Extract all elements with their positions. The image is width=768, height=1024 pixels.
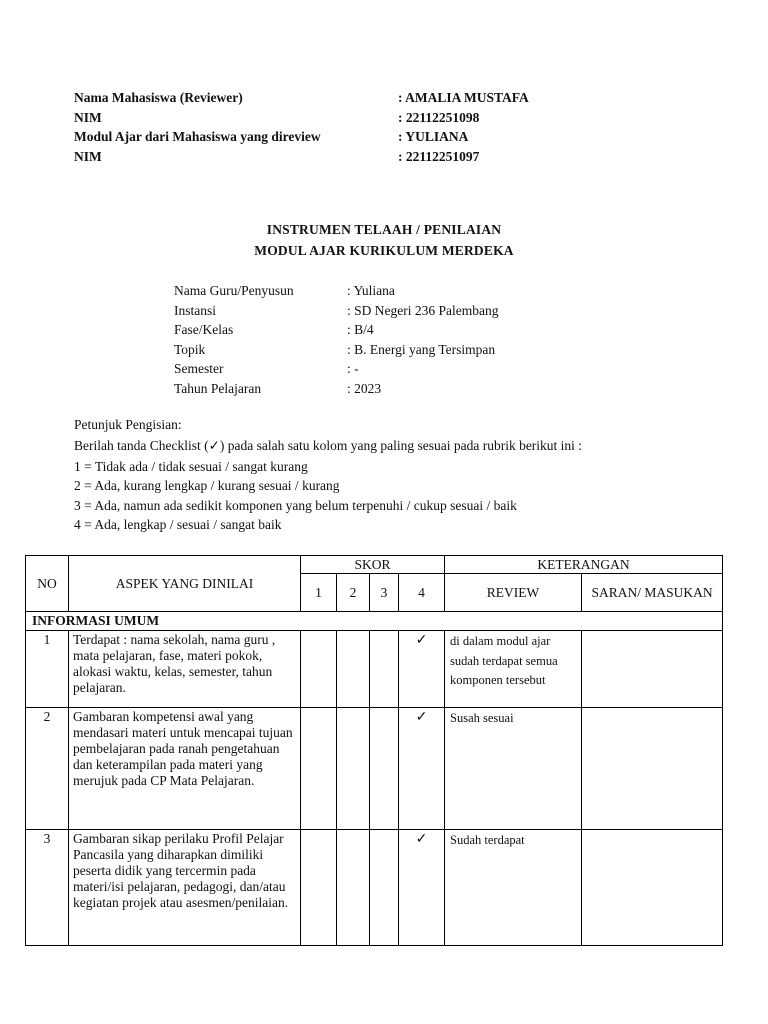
reviewer-name-label: Nama Mahasiswa (Reviewer) xyxy=(74,90,243,105)
score-cell-2[interactable] xyxy=(337,631,370,708)
document-title: INSTRUMEN TELAAH / PENILAIAN xyxy=(266,222,502,237)
header-row xyxy=(26,556,723,574)
scale-item-3: 3 = Ada, namun ada sedikit komponen yang belum terpenuhi / cukup sesuai / baik xyxy=(74,497,517,513)
scale-item-4: 4 = Ada, lengkap / sesuai / sangat baik xyxy=(74,517,282,532)
instructions xyxy=(74,415,582,535)
header-score-3: 3 xyxy=(370,574,399,612)
row-saran xyxy=(582,708,723,830)
score-cell-2[interactable] xyxy=(337,830,370,946)
reviewee-nim-label: NIM xyxy=(74,148,102,164)
score-cell-4[interactable]: ✓ xyxy=(399,631,445,708)
reviewer-nim-row xyxy=(74,108,529,128)
identity-label: Fase/Kelas xyxy=(174,322,234,337)
identity-value: : 2023 xyxy=(347,380,382,396)
score-cell-1[interactable] xyxy=(301,708,337,830)
identity-row xyxy=(174,379,498,399)
reviewer-name-value: : AMALIA MUSTAFA xyxy=(398,90,529,105)
header-review: REVIEW xyxy=(445,574,582,612)
reviewer-nim-value: : 22112251098 xyxy=(398,109,480,125)
module-identity xyxy=(174,281,498,398)
reviewee-name-label: Modul Ajar dari Mahasiswa yang direview xyxy=(74,129,321,144)
score-cell-3[interactable] xyxy=(370,830,399,946)
header-keterangan: KETERANGAN xyxy=(445,556,723,574)
reviewee-nim-value: : 22112251097 xyxy=(398,148,480,164)
identity-value: : B/4 xyxy=(347,322,374,337)
header-score-1: 1 xyxy=(301,574,337,612)
header-saran: SARAN/ MASUKAN xyxy=(582,574,723,612)
row-review: Susah sesuai xyxy=(445,708,582,830)
reviewee-nim-row xyxy=(74,147,529,167)
header-aspek: ASPEK YANG DINILAI xyxy=(69,556,301,612)
identity-row xyxy=(174,320,498,340)
header-no: NO xyxy=(26,556,69,612)
row-saran xyxy=(582,830,723,946)
reviewee-name-row xyxy=(74,127,529,147)
rubric-table xyxy=(25,555,723,946)
instructions-intro: Berilah tanda Checklist (✓) pada salah satu kolom yang paling sesuai pada rubrik berikut ini : xyxy=(74,437,583,453)
identity-row xyxy=(174,340,498,360)
score-cell-1[interactable] xyxy=(301,631,337,708)
identity-row xyxy=(174,301,498,321)
score-cell-3[interactable] xyxy=(370,631,399,708)
table-row xyxy=(26,708,723,830)
table-row xyxy=(26,830,723,946)
document-subtitle: MODUL AJAR KURIKULUM MERDEKA xyxy=(254,243,514,258)
identity-label: Nama Guru/Penyusun xyxy=(174,283,294,298)
identity-value: : B. Energi yang Tersimpan xyxy=(347,341,496,357)
row-review: Sudah terdapat xyxy=(445,830,582,946)
row-review: di dalam modul ajar sudah terdapat semua komponen tersebut xyxy=(445,631,582,708)
instructions-heading: Petunjuk Pengisian: xyxy=(74,417,182,432)
identity-value: : - xyxy=(347,361,359,376)
header-skor: SKOR xyxy=(301,556,445,574)
row-number: 1 xyxy=(26,631,69,708)
reviewer-info xyxy=(74,88,529,166)
reviewer-nim-label: NIM xyxy=(74,109,102,125)
row-aspect: Gambaran kompetensi awal yang mendasari materi untuk mencapai tujuan pembelajaran pada ranah pengetahuan dan keterampilan pada materi yang merujuk pada CP Mata Pelajaran. xyxy=(69,708,301,830)
scale-item-2: 2 = Ada, kurang lengkap / kurang sesuai / kurang xyxy=(74,478,340,493)
identity-value: : Yuliana xyxy=(347,283,395,298)
score-cell-1[interactable] xyxy=(301,830,337,946)
section-title: INFORMASI UMUM xyxy=(26,612,723,631)
row-number: 2 xyxy=(26,708,69,830)
score-cell-4[interactable]: ✓ xyxy=(399,708,445,830)
identity-value: : SD Negeri 236 Palembang xyxy=(347,302,499,318)
header-score-2: 2 xyxy=(337,574,370,612)
table-row xyxy=(26,631,723,708)
header-score-4: 4 xyxy=(399,574,445,612)
identity-row xyxy=(174,281,498,301)
section-row xyxy=(26,612,723,631)
scale-item-1: 1 = Tidak ada / tidak sesuai / sangat kurang xyxy=(74,458,308,474)
identity-label: Topik xyxy=(174,341,206,357)
reviewee-name-value: : YULIANA xyxy=(398,129,469,144)
row-aspect: Terdapat : nama sekolah, nama guru , mata pelajaran, fase, materi pokok, alokasi waktu, kelas, semester, tahun pelajaran. xyxy=(69,631,301,708)
score-cell-4[interactable]: ✓ xyxy=(399,830,445,946)
row-number: 3 xyxy=(26,830,69,946)
row-aspect: Gambaran sikap perilaku Profil Pelajar Pancasila yang diharapkan dimiliki peserta didik yang tercermin pada materi/isi pelajaran, pedagogi, dan/atau kegiatan projek atau asesmen/penilaian. xyxy=(69,830,301,946)
identity-label: Semester xyxy=(174,361,224,376)
score-cell-2[interactable] xyxy=(337,708,370,830)
identity-label: Tahun Pelajaran xyxy=(174,380,262,396)
identity-label: Instansi xyxy=(174,302,216,318)
row-saran xyxy=(582,631,723,708)
score-cell-3[interactable] xyxy=(370,708,399,830)
reviewer-name-row xyxy=(74,88,529,108)
identity-row xyxy=(174,359,498,379)
